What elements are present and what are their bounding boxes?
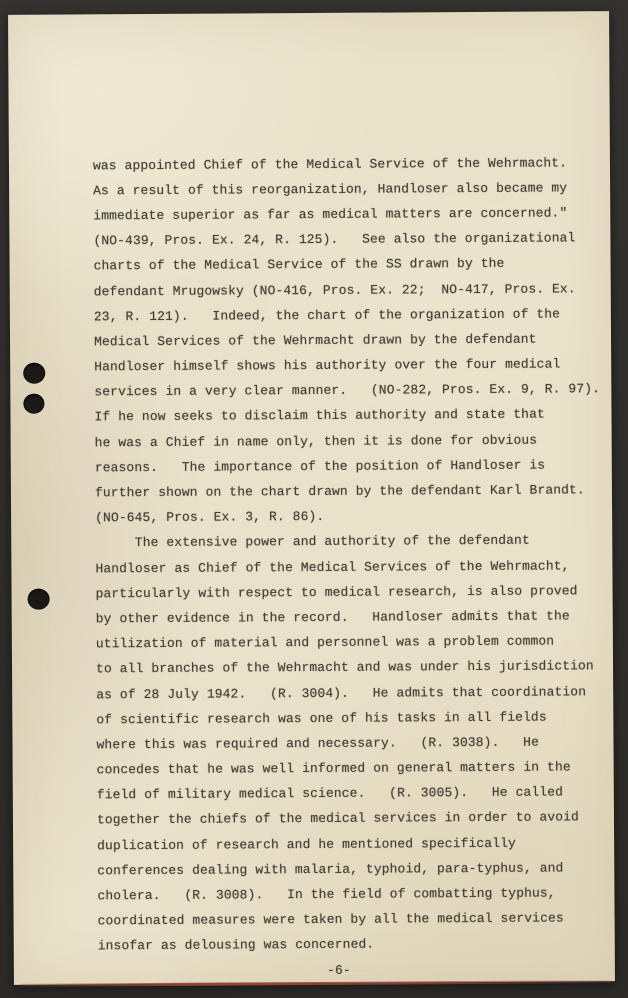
text-line: If he now seeks to disclaim this authority and state that [94,407,545,425]
text-line: further shown on the chart drawn by the defendant Karl Brandt. [94,482,585,501]
text-line: Handloser as Chief of the Medical Services of the Wehrmacht, [95,558,570,576]
text-line: duplication of research and he mentioned specifically [97,835,516,853]
text-line: by other evidence in the record. Handloser admits that the [95,608,570,627]
typewritten-text [92,74,601,998]
text-line: The extensive power and authority of the defendant [95,533,530,551]
text-line: particularly with respect to medical research, is also proved [95,583,578,602]
text-line: As a result of this reorganization, Handloser also became my [93,180,568,199]
text-line: cholera. (R. 3008). In the field of combatting typhus, [97,885,556,904]
text-line: where this was required and necessary. (R. 3038). He [96,734,540,753]
text-line: as of 28 July 1942. (R. 3004). He admits that coordination [96,683,587,702]
hole-punch [23,363,45,384]
text-line: Medical Services of the Wehrmacht drawn by the defendant [93,331,537,350]
hole-punch [28,589,50,610]
text-line: conferences dealing with malaria, typhoid, para-typhus, and [97,860,564,879]
text-line: services in a very clear manner. (NO-282, Pros. Ex. 9, R. 97). [94,381,601,400]
text-line: to all branches of the Wehrmacht and was under his jurisdiction [95,658,594,677]
text-line: insofar as delousing was concerned. [97,937,375,954]
page-number: -6- [326,962,351,978]
text-line: was appointed Chief of the Medical Service of the Wehrmacht. [92,155,568,173]
document-page [8,11,615,985]
text-line: reasons. The importance of the position of Handloser is [94,457,546,476]
text-line: defendant Mrugowsky (NO-416, Pros. Ex. 22; NO-417, Pros. Ex. [93,280,576,299]
text-line: immediate superior as far as medical matters are concerned." [93,205,568,224]
text-line: (NO-439, Pros. Ex. 24, R. 125). See also the organizational [93,230,576,249]
text-line: together the chiefs of the medical services in order to avoid [96,809,579,828]
text-line: (NO-645, Pros. Ex. 3, R. 86). [95,509,325,526]
text-line: field of military medical science. (R. 3005). He called [96,784,564,803]
text-line: coordinated measures were taken by all the medical services [97,910,564,929]
text-line: utilization of material and personnel was a problem common [95,633,555,652]
text-line: he was a Chief in name only, then it is done for obvious [94,432,538,450]
text-line: of scientific research was one of his tasks in all fields [96,709,547,728]
hole-punch [23,394,44,414]
text-line: Handloser himself shows his authority over the four medical [94,356,561,375]
text-line: 23, R. 121). Indeed, the chart of the organization of the [93,306,561,325]
text-line: concedes that he was well informed on general matters in the [96,759,571,778]
text-line: charts of the Medical Service of the SS drawn by the [93,256,505,274]
